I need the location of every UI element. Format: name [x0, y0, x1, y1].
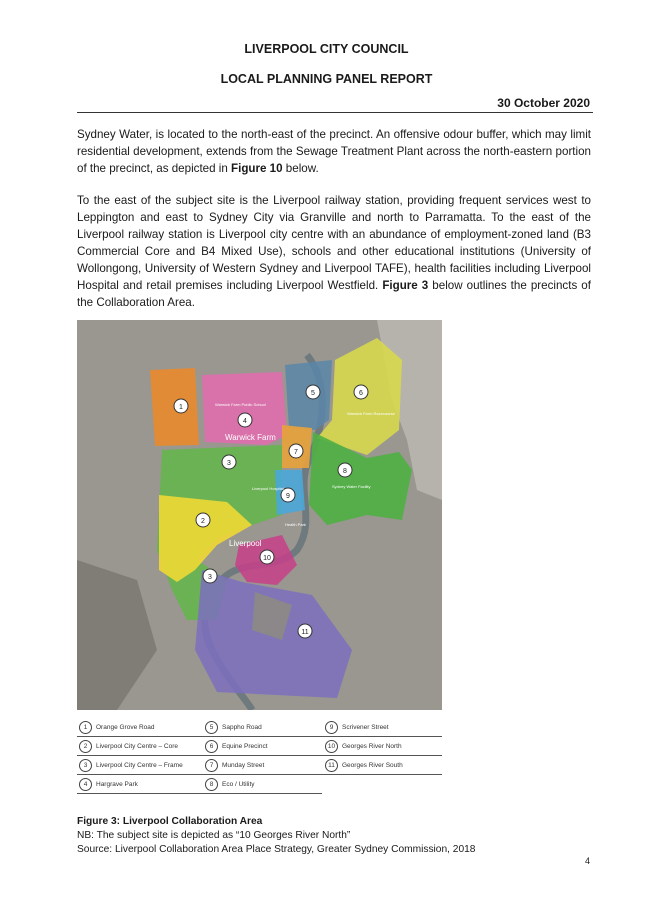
marker-11-num: 11: [301, 629, 309, 636]
marker-7-num: 7: [294, 449, 298, 456]
marker-5-num: 5: [311, 390, 315, 397]
legend-num: 6: [205, 740, 218, 753]
legend-label: Scrivener Street: [342, 724, 389, 731]
paragraph-2: [77, 192, 591, 311]
page-number: 4: [584, 856, 590, 866]
figure-10-ref: Figure 10: [231, 162, 283, 175]
legend-label: Liverpool City Centre – Core: [96, 743, 179, 750]
label-school: Warwick Farm Public School: [215, 402, 266, 407]
map-legend: [77, 718, 442, 794]
legend-row: [77, 775, 322, 794]
report-title: LOCAL PLANNING PANEL REPORT: [220, 72, 433, 86]
figure-3-ref: Figure 3: [382, 279, 429, 292]
label-health-park: Health Park: [285, 522, 306, 527]
report-date: 30 October 2020: [497, 96, 590, 110]
legend-num: 7: [205, 759, 218, 772]
paragraph-2-text-a: To the east of the subject site is the Liverpool railway station, providing frequent services west to Leppington and east to Sydney City via Granville and north to Parramatta. To the east of the Liverpool railway station is Liverpool city centre with an abundance of employment-zoned land (B3 Commercial Core and B4 Mixed Use), schools and other educational institutions (University of Wollongong, University of Western Sydney and Liverpool TAFE), health facilities including Liverpool Hospital and retail premises including Liverpool Westfield.: [77, 194, 591, 292]
legend-row: [77, 737, 442, 756]
figure-caption: [77, 815, 475, 857]
label-liverpool: Liverpool: [229, 539, 262, 548]
legend-item-2: [79, 740, 178, 753]
marker-10-num: 10: [263, 555, 271, 562]
legend-item-11: [325, 759, 403, 772]
legend-num: 3: [79, 759, 92, 772]
legend-num: 8: [205, 778, 218, 791]
label-warwick-farm: Warwick Farm: [225, 433, 276, 442]
legend-num: 2: [79, 740, 92, 753]
legend-label: Munday Street: [222, 762, 265, 769]
legend-row: [77, 718, 442, 737]
legend-item-6: [205, 740, 268, 753]
paragraph-1: [77, 126, 591, 177]
caption-source: Source: Liverpool Collaboration Area Place Strategy, Greater Sydney Commission, 2018: [77, 844, 476, 855]
legend-item-10: [325, 740, 402, 753]
legend-item-9: [325, 721, 389, 734]
marker-4-num: 4: [243, 418, 247, 425]
legend-num: 10: [325, 740, 338, 753]
collaboration-area-map: [77, 320, 442, 710]
legend-num: 9: [325, 721, 338, 734]
legend-num: 1: [79, 721, 92, 734]
legend-label: Orange Grove Road: [96, 724, 155, 731]
legend-item-5: [205, 721, 262, 734]
legend-num: 4: [79, 778, 92, 791]
marker-3b-num: 3: [208, 574, 212, 581]
marker-3a-num: 3: [227, 460, 231, 467]
caption-nb: NB: The subject site is depicted as “10 Georges River North”: [77, 830, 351, 841]
legend-item-4: [79, 778, 138, 791]
paragraph-1-text-a: Sydney Water, is located to the north-east of the precinct. An offensive odour buffer, which may limit residential development, extends from the Sewage Treatment Plant across the north-eastern portion of the precinct, as depicted in: [77, 128, 591, 175]
legend-item-8: [205, 778, 255, 791]
legend-label: Equine Precinct: [222, 743, 268, 750]
label-hospital: Liverpool Hospital: [252, 486, 284, 491]
legend-item-3: [79, 759, 183, 772]
legend-row: [77, 756, 442, 775]
marker-6-num: 6: [359, 390, 363, 397]
legend-num: 11: [325, 759, 338, 772]
label-racecourse: Warwick Farm Racecourse: [347, 411, 395, 416]
council-name: LIVERPOOL CITY COUNCIL: [244, 42, 409, 56]
paragraph-2-text-b: below outlines the precincts of the Collaboration Area.: [77, 279, 591, 309]
legend-label: Hargrave Park: [96, 781, 138, 788]
legend-item-7: [205, 759, 264, 772]
legend-num: 5: [205, 721, 218, 734]
legend-label: Sappho Road: [222, 724, 262, 731]
marker-1-num: 1: [179, 404, 183, 411]
legend-label: Georges River North: [342, 743, 402, 750]
map-svg: [77, 320, 442, 710]
marker-2-num: 2: [201, 518, 205, 525]
header-rule: [77, 112, 593, 113]
legend-label: Liverpool City Centre – Frame: [96, 762, 183, 769]
caption-title-text: Figure 3: Liverpool Collaboration Area: [77, 816, 263, 827]
legend-label: Eco / Utility: [222, 781, 255, 788]
caption-title: [77, 815, 475, 829]
marker-9-num: 9: [286, 493, 290, 500]
legend-label: Georges River South: [342, 762, 403, 769]
legend-item-1: [79, 721, 155, 734]
paragraph-1-text-b: below.: [282, 162, 319, 175]
label-water: Sydney Water Facility: [332, 484, 371, 489]
marker-8-num: 8: [343, 468, 347, 475]
